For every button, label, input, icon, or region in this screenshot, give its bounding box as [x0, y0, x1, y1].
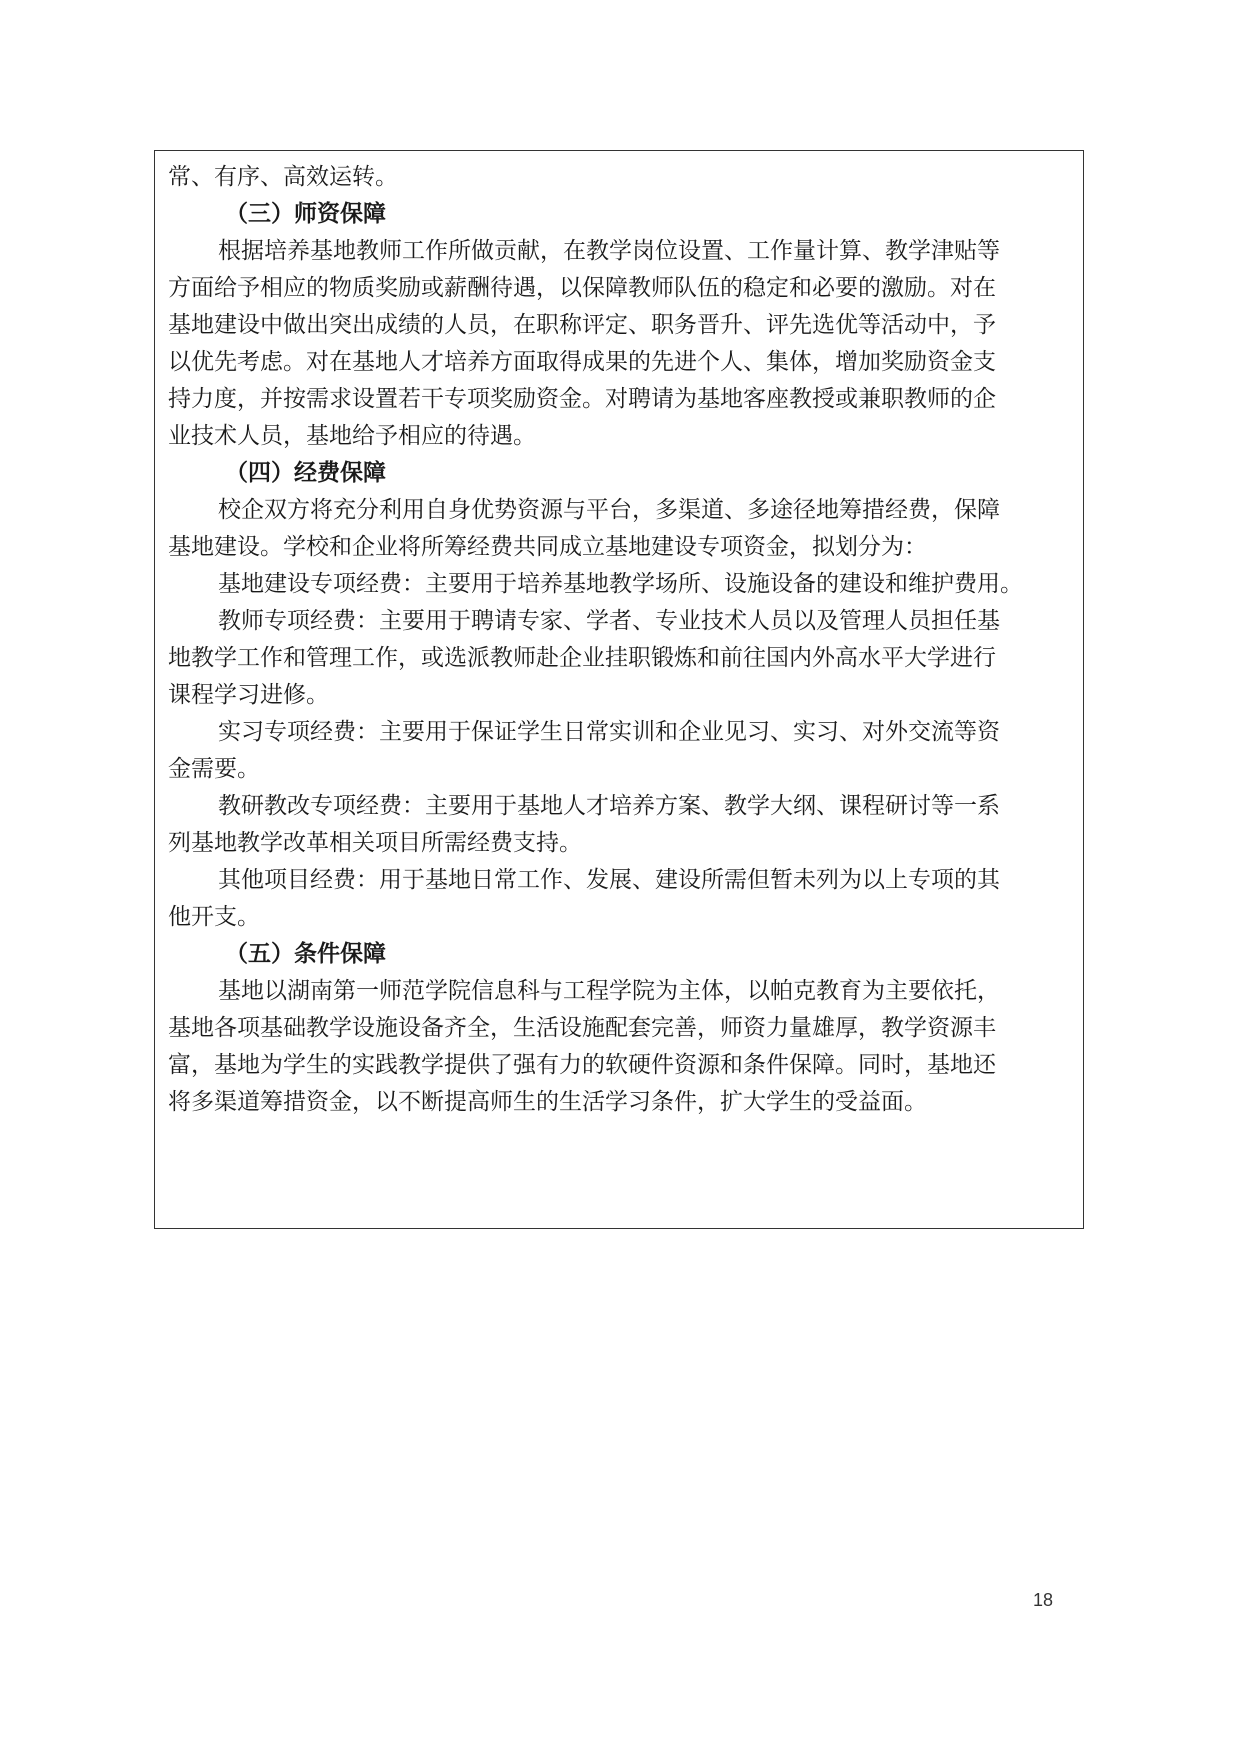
- text-line: 其他项目经费：用于基地日常工作、发展、建设所需但暂未列为以上专项的其: [218, 867, 1000, 893]
- content-box: [154, 150, 1084, 1229]
- text-line: 基地建设专项经费：主要用于培养基地教学场所、设施设备的建设和维护费用。: [218, 571, 1023, 597]
- text-line: 基地建设。学校和企业将所筹经费共同成立基地建设专项资金，拟划分为：: [168, 534, 927, 560]
- section-heading: （四）经费保障: [225, 460, 386, 486]
- text-line: 基地各项基础教学设施设备齐全，生活设施配套完善，师资力量雄厚，教学资源丰: [168, 1015, 996, 1041]
- text-line: 将多渠道筹措资金，以不断提高师生的生活学习条件，扩大学生的受益面。: [168, 1089, 927, 1115]
- text-line: 基地以湖南第一师范学院信息科与工程学院为主体，以帕克教育为主要依托，: [218, 978, 1000, 1004]
- text-line: 校企双方将充分利用自身优势资源与平台，多渠道、多途径地筹措经费，保障: [218, 497, 1000, 523]
- text-line: 课程学习进修。: [168, 682, 329, 708]
- text-line: 教研教改专项经费：主要用于基地人才培养方案、教学大纲、课程研讨等一系: [218, 793, 1000, 819]
- text-line: 以优先考虑。对在基地人才培养方面取得成果的先进个人、集体，增加奖励资金支: [168, 349, 996, 375]
- text-line: 他开支。: [168, 904, 260, 930]
- text-line: 富，基地为学生的实践教学提供了强有力的软硬件资源和条件保障。同时，基地还: [168, 1052, 996, 1078]
- text-line: 金需要。: [168, 756, 260, 782]
- text-line: 根据培养基地教师工作所做贡献，在教学岗位设置、工作量计算、教学津贴等: [218, 238, 1000, 264]
- page-number: 18: [1033, 1590, 1054, 1610]
- text-line: 实习专项经费：主要用于保证学生日常实训和企业见习、实习、对外交流等资: [218, 719, 1000, 745]
- text-line: 基地建设中做出突出成绩的人员，在职称评定、职务晋升、评先选优等活动中，予: [168, 312, 996, 338]
- text-line: 常、有序、高效运转。: [168, 164, 398, 190]
- text-line: 持力度，并按需求设置若干专项奖励资金。对聘请为基地客座教授或兼职教师的企: [168, 386, 996, 412]
- section-heading: （五）条件保障: [225, 941, 386, 967]
- text-line: 业技术人员，基地给予相应的待遇。: [168, 423, 536, 449]
- text-line: 地教学工作和管理工作，或选派教师赴企业挂职锻炼和前往国内外高水平大学进行: [168, 645, 996, 671]
- section-heading: （三）师资保障: [225, 201, 386, 227]
- text-line: 教师专项经费：主要用于聘请专家、学者、专业技术人员以及管理人员担任基: [218, 608, 1000, 634]
- text-line: 列基地教学改革相关项目所需经费支持。: [168, 830, 582, 856]
- text-line: 方面给予相应的物质奖励或薪酬待遇，以保障教师队伍的稳定和必要的激励。对在: [168, 275, 996, 301]
